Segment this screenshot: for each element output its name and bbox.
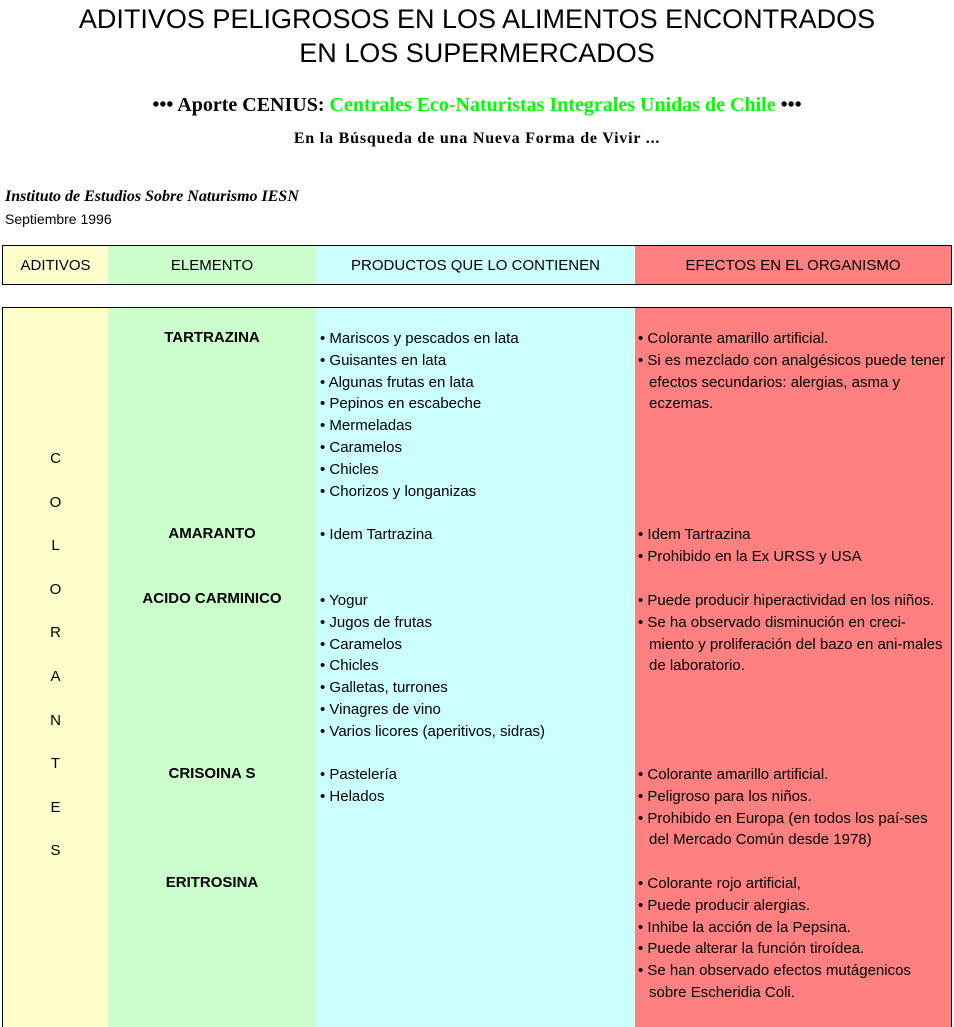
efectos-tartrazina: [638, 328, 948, 415]
institute-name: Instituto de Estudios Sobre Naturismo IESN: [5, 188, 299, 205]
column-productos: [316, 308, 635, 1027]
list-item: • Caramelos: [320, 634, 630, 656]
category-letter: A: [50, 667, 61, 685]
category-letter: E: [50, 798, 61, 816]
list-item: • Si es mezclado con analgésicos puede tener efectos secundarios: alergias, asma y eczemas.: [638, 350, 948, 415]
list-item: • Idem Tartrazina: [320, 524, 630, 546]
title-line-2: EN LOS SUPERMERCADOS: [299, 38, 655, 68]
list-item: • Colorante amarillo artificial.: [638, 764, 948, 786]
category-letter: O: [49, 493, 62, 511]
list-item: • Prohibido en la Ex URSS y USA: [638, 546, 948, 568]
list-item: • Yogur: [320, 590, 630, 612]
list-item: • Pastelería: [320, 764, 630, 786]
list-item: • Se han observado efectos mutágenicos sobre Escheridia Coli.: [638, 960, 948, 1004]
list-item: • Colorante amarillo artificial.: [638, 328, 948, 350]
header-aditivos: ADITIVOS: [3, 246, 108, 284]
title-line-1: ADITIVOS PELIGROSOS EN LOS ALIMENTOS ENCONTRADOS: [78, 4, 876, 34]
efectos-amaranto: [638, 524, 948, 568]
list-item: • Algunas frutas en lata: [320, 372, 630, 394]
aporte-line: [0, 94, 954, 117]
page-title: [0, 2, 954, 70]
publication-date: Septiembre 1996: [5, 211, 112, 227]
element-acido-carminico: ACIDO CARMINICO: [142, 590, 282, 607]
category-letter: O: [49, 580, 62, 598]
category-letter: N: [50, 711, 61, 729]
column-elemento: [108, 308, 316, 1027]
list-item: • Galletas, turrones: [320, 677, 630, 699]
list-item: • Jugos de frutas: [320, 612, 630, 634]
list-item: • Caramelos: [320, 437, 630, 459]
aporte-suffix: •••: [780, 94, 802, 116]
list-item: • Colorante rojo artificial,: [638, 873, 948, 895]
list-item: • Inhibe la acción de la Pepsina.: [638, 917, 948, 939]
list-item: • Puede producir alergias.: [638, 895, 948, 917]
category-letter: C: [50, 450, 61, 467]
category-letter: T: [50, 755, 61, 773]
list-item: • Vinagres de vino: [320, 699, 630, 721]
header-elemento: ELEMENTO: [108, 246, 316, 284]
productos-acido-carminico: [320, 590, 630, 743]
aporte-organization: Centrales Eco-Naturistas Integrales Unidas de Chile: [329, 94, 776, 116]
category-colorantes: [3, 437, 108, 873]
tagline: En la Búsqueda de una Nueva Forma de Vivir ...: [293, 130, 661, 147]
list-item: • Chicles: [320, 655, 630, 677]
element-amaranto: AMARANTO: [168, 525, 256, 542]
element-crisoina-s: CRISOINA S: [168, 765, 256, 782]
productos-amaranto: [320, 524, 630, 546]
column-efectos: [635, 308, 951, 1027]
list-item: • Mermeladas: [320, 415, 630, 437]
element-eritrosina: ERITROSINA: [165, 874, 259, 891]
list-item: • Guisantes en lata: [320, 350, 630, 372]
list-item: • Helados: [320, 786, 630, 808]
category-letter: L: [51, 537, 60, 555]
productos-crisoina-s: [320, 764, 630, 808]
list-item: • Puede producir hiperactividad en los niños.: [638, 590, 948, 612]
aporte-prefix: ••• Aporte CENIUS:: [152, 94, 325, 116]
table-header: [2, 245, 952, 285]
efectos-eritrosina: [638, 873, 948, 1004]
category-letter: S: [50, 842, 61, 860]
list-item: • Varios licores (aperitivos, sidras): [320, 721, 630, 743]
header-productos: PRODUCTOS QUE LO CONTIENEN: [316, 246, 635, 284]
list-item: • Puede alterar la función tiroídea.: [638, 938, 948, 960]
element-tartrazina: TARTRAZINA: [164, 329, 260, 346]
list-item: • Peligroso para los niños.: [638, 786, 948, 808]
header-efectos: EFECTOS EN EL ORGANISMO: [635, 246, 951, 284]
list-item: • Idem Tartrazina: [638, 524, 948, 546]
list-item: • Se ha observado disminución en creci-miento y proliferación del bazo en ani-males de laboratorio.: [638, 612, 948, 677]
list-item: • Chicles: [320, 459, 630, 481]
category-letter: R: [50, 624, 61, 642]
list-item: • Pepinos en escabeche: [320, 393, 630, 415]
table-body: [2, 307, 952, 1027]
list-item: • Chorizos y longanizas: [320, 481, 630, 503]
efectos-acido-carminico: [638, 590, 948, 677]
list-item: • Mariscos y pescados en lata: [320, 328, 630, 350]
column-aditivos: [3, 308, 108, 1027]
list-item: • Prohibido en Europa (en todos los paí-ses del Mercado Común desde 1978): [638, 808, 948, 852]
efectos-crisoina-s: [638, 764, 948, 851]
productos-tartrazina: [320, 328, 630, 502]
